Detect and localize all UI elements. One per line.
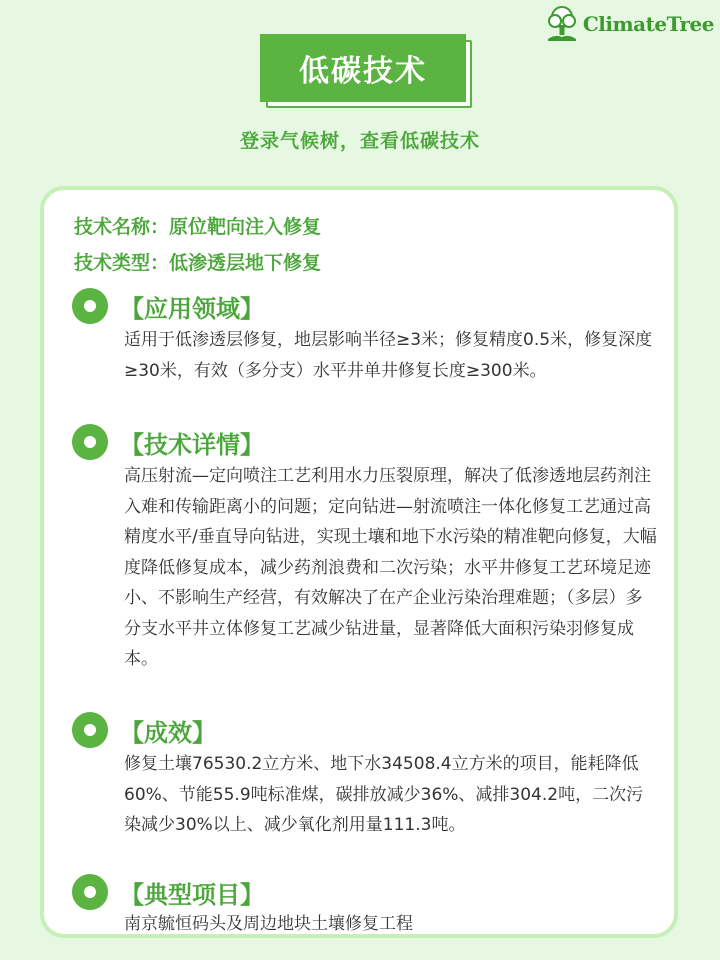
section-projects-header: [72, 872, 264, 912]
section-results-header: [72, 710, 216, 750]
login-prompt[interactable]: 登录气候树，查看低碳技术: [239, 130, 480, 152]
bullet-icon: [72, 288, 108, 324]
tech-name-value: 原位靶向注入修复: [169, 216, 322, 238]
bullet-icon: [72, 712, 108, 748]
bullet-icon: [72, 424, 108, 460]
tech-name-label: 技术名称：: [74, 216, 170, 238]
page-title-badge: [260, 34, 466, 102]
tech-card: [40, 186, 678, 938]
tech-type-label: 技术类型：: [74, 252, 170, 274]
tech-type-value: 低渗透层地下修复: [169, 252, 322, 274]
tree-icon: [545, 5, 579, 43]
bullet-icon: [72, 874, 108, 910]
section-details-body: 高压射流—定向喷注工艺利用水力压裂原理，解决了低渗透地层药剂注入难和传输距离小的问题；定向钻进—射流喷注一体化修复工艺通过高精度水平/垂直导向钻进，实现土壤和地下水污染的精准靶向修复，大幅度降低修复成本，减少药剂浪费和二次污染；水平井修复工艺环境足迹小、不影响生产经营，有效解决了在产企业污染治理难题；（多层）多分支水平井立体修复工艺减少钻进量，显著降低大面积污染羽修复成本。: [124, 466, 657, 669]
section-results-title: 【成效】: [120, 718, 216, 747]
section-application-header: [72, 286, 264, 326]
section-projects-title: 【典型项目】: [120, 880, 264, 909]
section-application-title: 【应用领域】: [120, 294, 264, 323]
section-details-header: [72, 422, 264, 462]
logo: [545, 2, 714, 46]
tech-type-line: [74, 248, 321, 275]
tech-name-line: [74, 212, 321, 239]
section-results-body: 修复土壤76530.2立方米、地下水34508.4立方米的项目，能耗降低60%、节能55.9吨标准煤，碳排放减少36%、减排304.2吨，二次污染减少30%以上、减少氧化剂用量111.3吨。: [124, 754, 644, 835]
section-application-body: 适用于低渗透层修复，地层影响半径≥3米；修复精度0.5米，修复深度≥30米，有效（多分支）水平井单井修复长度≥300米。: [124, 330, 653, 381]
logo-text: ClimateTree: [582, 12, 714, 36]
section-projects-body: 南京毓恒码头及周边地块土壤修复工程: [124, 914, 413, 934]
section-details-title: 【技术详情】: [120, 430, 264, 459]
page-title: 低碳技术: [260, 34, 466, 102]
